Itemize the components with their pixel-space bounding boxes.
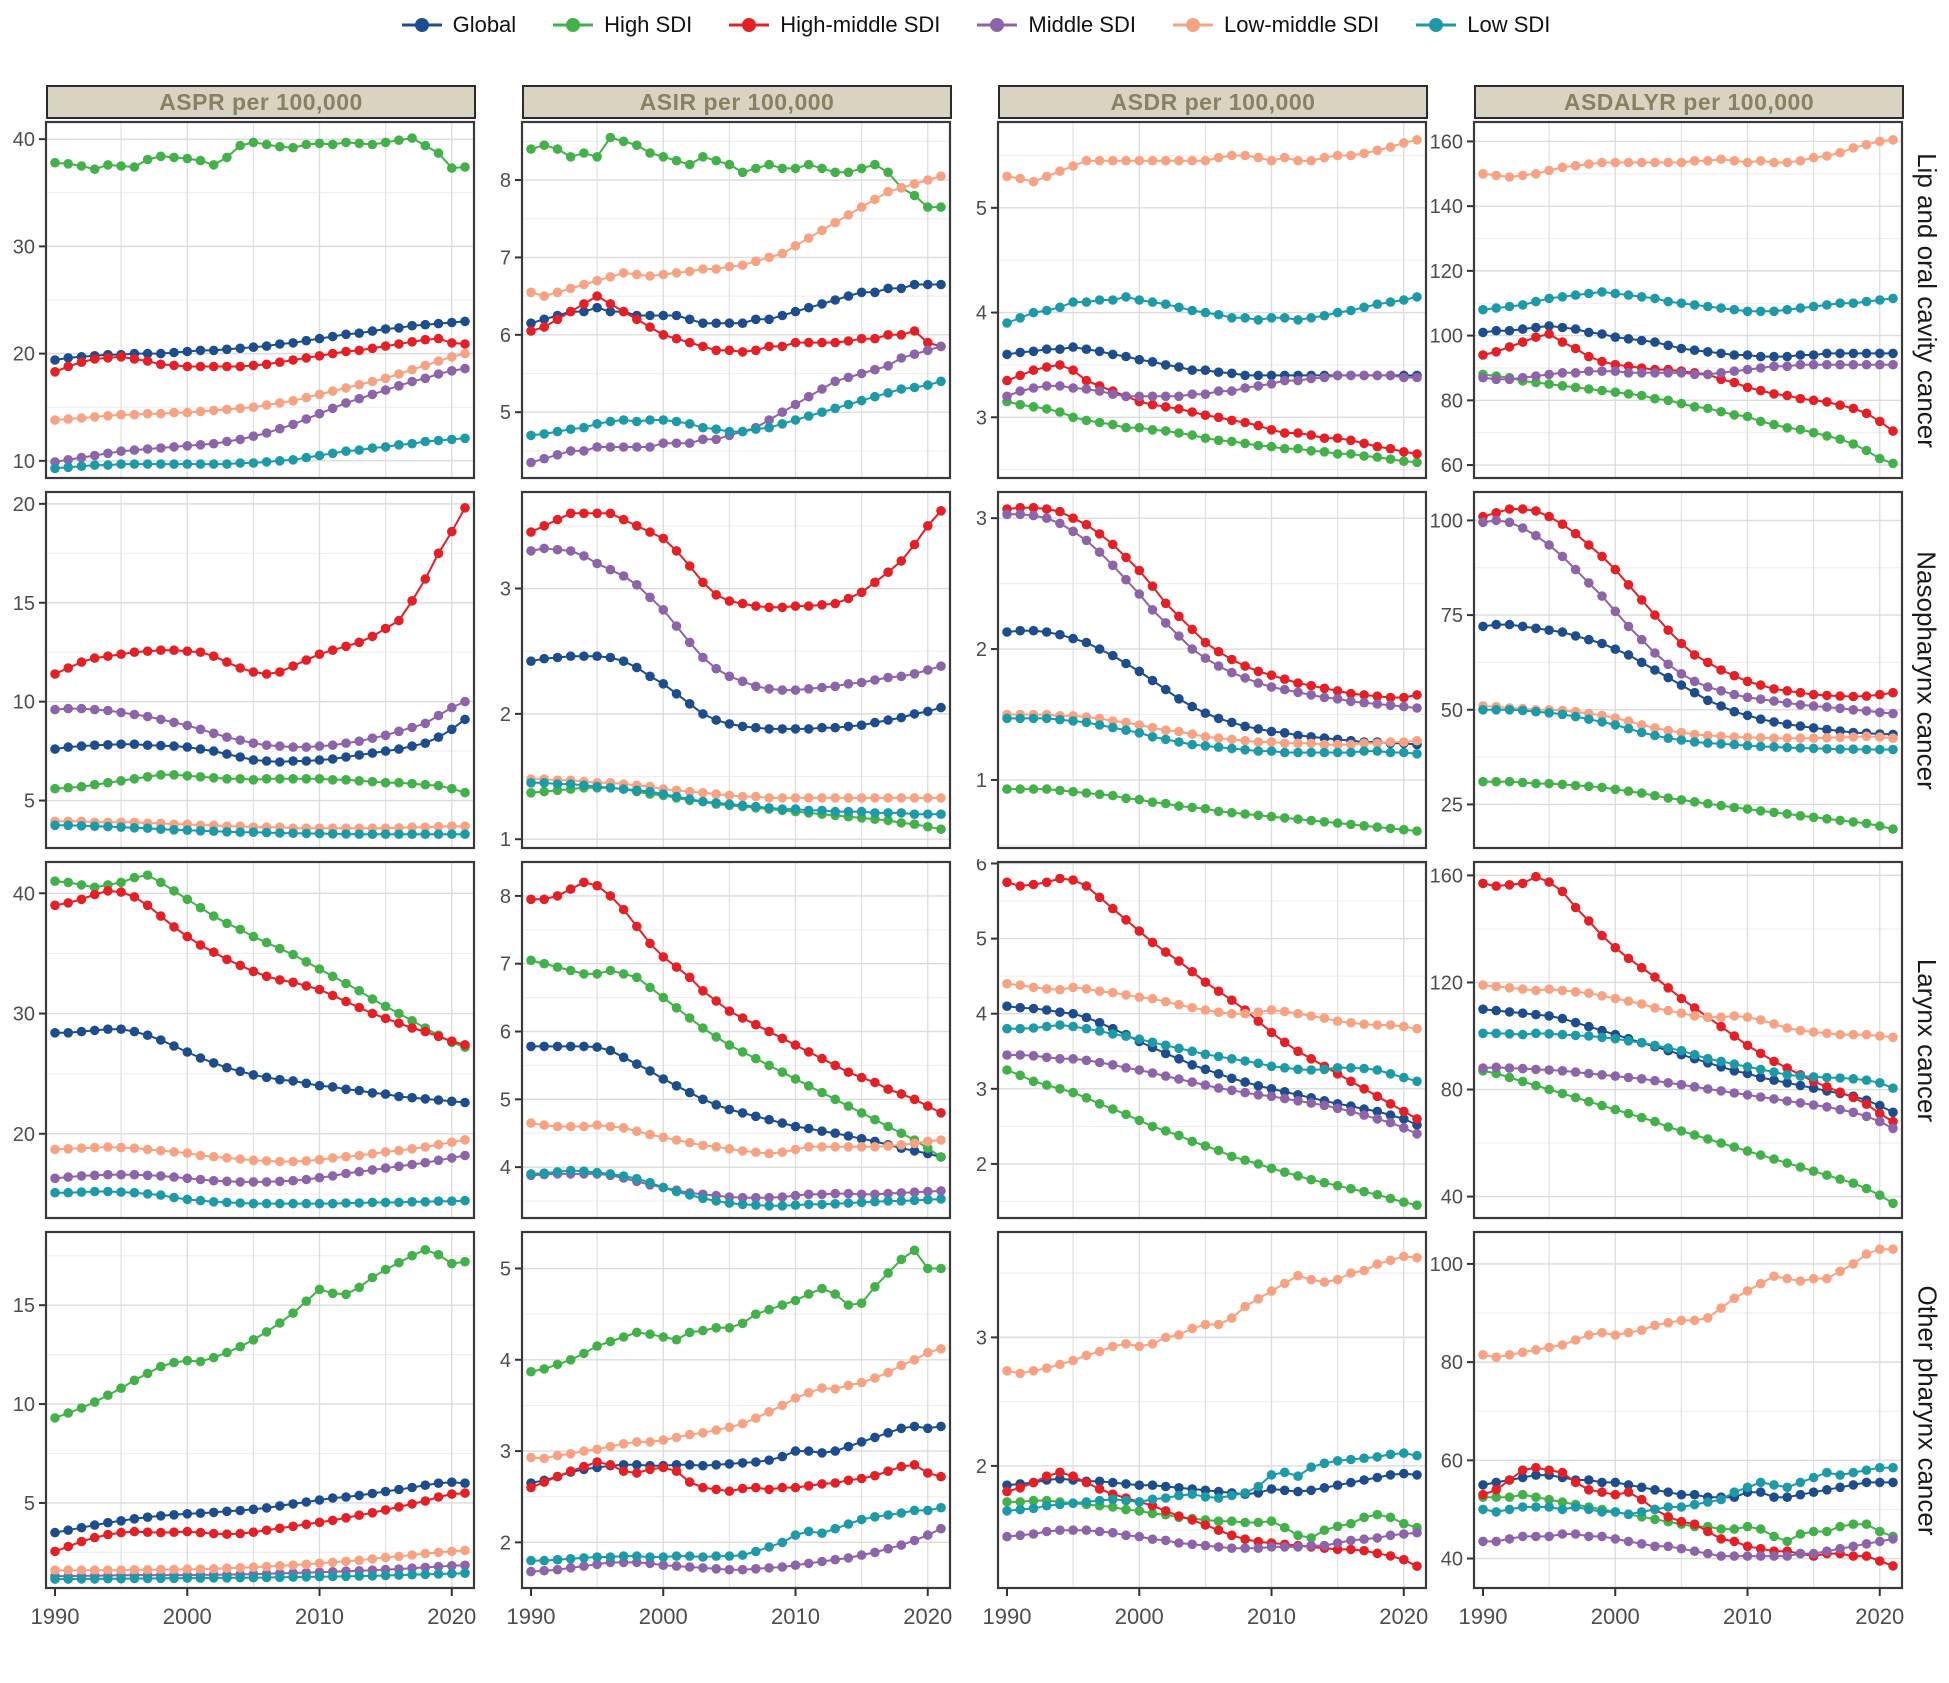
legend-marker-icon	[550, 15, 596, 35]
svg-text:6: 6	[499, 324, 511, 347]
svg-text:5: 5	[499, 402, 511, 425]
chart-panel-lip-and-oral-cavity-cancer-aspr	[0, 119, 478, 486]
svg-text:2010: 2010	[295, 1604, 344, 1629]
chart-panel-nasopharynx-cancer-asir	[476, 489, 954, 856]
legend-item-low-middle-sdi	[1170, 12, 1379, 38]
svg-text:2010: 2010	[1723, 1604, 1772, 1629]
svg-text:100: 100	[1429, 510, 1463, 533]
legend-marker-icon	[1413, 15, 1459, 35]
legend-label: Global	[452, 12, 517, 37]
svg-text:75: 75	[1440, 605, 1463, 628]
chart-panel-larynx-cancer-asir	[476, 859, 954, 1226]
row-label-lip-oral: Lip and oral cavity cancer	[1912, 152, 1943, 448]
svg-text:20: 20	[12, 493, 35, 516]
svg-text:1: 1	[975, 769, 987, 792]
chart-panel-larynx-cancer-aspr	[0, 859, 478, 1226]
svg-text:80: 80	[1440, 1352, 1463, 1375]
legend-label: Low SDI	[1467, 12, 1551, 37]
svg-text:3: 3	[499, 1441, 511, 1464]
svg-text:15: 15	[12, 1295, 35, 1318]
svg-text:4: 4	[499, 1157, 511, 1180]
svg-text:2010: 2010	[771, 1604, 820, 1629]
svg-text:2020: 2020	[1855, 1604, 1905, 1629]
legend-marker-icon	[399, 15, 445, 35]
svg-text:3: 3	[975, 1327, 987, 1350]
svg-text:6: 6	[975, 859, 987, 876]
column-header-aspr: ASPR per 100,000	[46, 85, 476, 119]
svg-text:4: 4	[499, 1349, 511, 1372]
svg-text:80: 80	[1440, 1079, 1463, 1102]
svg-text:60: 60	[1440, 455, 1463, 478]
svg-text:2000: 2000	[638, 1604, 688, 1629]
svg-text:40: 40	[1440, 1548, 1463, 1571]
svg-text:7: 7	[499, 247, 511, 270]
svg-text:20: 20	[12, 343, 35, 366]
svg-text:1990: 1990	[982, 1604, 1032, 1629]
chart-panel-larynx-cancer-asdalyr	[1428, 859, 1906, 1226]
svg-text:2010: 2010	[1247, 1604, 1296, 1629]
legend-item-high-sdi	[550, 12, 692, 38]
svg-text:7: 7	[499, 953, 511, 976]
svg-text:15: 15	[12, 592, 35, 615]
svg-text:100: 100	[1429, 325, 1463, 348]
svg-text:8: 8	[499, 170, 511, 193]
svg-text:80: 80	[1440, 390, 1463, 413]
svg-text:50: 50	[1440, 699, 1463, 722]
svg-text:60: 60	[1440, 1450, 1463, 1473]
svg-text:4: 4	[975, 302, 987, 325]
legend-item-global	[399, 12, 517, 38]
svg-text:2000: 2000	[1114, 1604, 1164, 1629]
chart-panel-other-pharynx-cancer-asir	[476, 1229, 954, 1642]
svg-text:2: 2	[499, 1532, 511, 1555]
svg-text:2000: 2000	[1590, 1604, 1640, 1629]
chart-panel-other-pharynx-cancer-aspr	[0, 1229, 478, 1642]
svg-text:20: 20	[12, 1123, 35, 1146]
legend-label: High SDI	[604, 12, 693, 37]
svg-text:40: 40	[1440, 1186, 1463, 1209]
chart-panel-nasopharynx-cancer-aspr	[0, 489, 478, 856]
svg-text:160: 160	[1429, 865, 1463, 888]
legend-label: Low-middle SDI	[1223, 12, 1380, 37]
svg-text:120: 120	[1429, 972, 1463, 995]
svg-text:1990: 1990	[1458, 1604, 1508, 1629]
chart-panel-other-pharynx-cancer-asdalyr	[1428, 1229, 1906, 1642]
svg-text:2: 2	[975, 1153, 987, 1176]
svg-text:10: 10	[12, 1394, 35, 1417]
svg-text:8: 8	[499, 885, 511, 908]
column-header-asir: ASIR per 100,000	[522, 85, 952, 119]
chart-panel-nasopharynx-cancer-asdalyr	[1428, 489, 1906, 856]
svg-text:5: 5	[499, 1089, 511, 1112]
chart-panel-lip-and-oral-cavity-cancer-asdalyr	[1428, 119, 1906, 486]
svg-text:140: 140	[1429, 196, 1463, 219]
svg-text:4: 4	[975, 1003, 987, 1026]
svg-text:3: 3	[975, 407, 987, 430]
legend-marker-icon	[1170, 15, 1216, 35]
legend-item-low-sdi	[1413, 12, 1550, 38]
svg-text:160: 160	[1429, 131, 1463, 154]
svg-text:2020: 2020	[427, 1604, 477, 1629]
chart-panel-lip-and-oral-cavity-cancer-asdr	[952, 119, 1430, 486]
svg-text:5: 5	[23, 1492, 35, 1515]
svg-text:1: 1	[499, 829, 511, 851]
svg-text:100: 100	[1429, 1253, 1463, 1276]
svg-text:5: 5	[499, 1258, 511, 1281]
svg-text:6: 6	[499, 1021, 511, 1044]
legend-marker-icon	[974, 15, 1020, 35]
svg-text:3: 3	[975, 508, 987, 531]
svg-text:40: 40	[12, 129, 35, 152]
svg-text:40: 40	[12, 883, 35, 906]
svg-text:2: 2	[499, 703, 511, 726]
column-header-asdr: ASDR per 100,000	[998, 85, 1428, 119]
svg-text:3: 3	[499, 578, 511, 601]
row-label-larynx: Larynx cancer	[1912, 958, 1942, 1122]
column-header-asdalyr: ASDALYR per 100,000	[1474, 85, 1904, 119]
chart-panel-nasopharynx-cancer-asdr	[952, 489, 1430, 856]
svg-text:120: 120	[1429, 260, 1463, 283]
svg-text:5: 5	[23, 790, 35, 813]
svg-text:1990: 1990	[30, 1604, 80, 1629]
svg-text:2020: 2020	[903, 1604, 953, 1629]
svg-text:1990: 1990	[506, 1604, 556, 1629]
svg-text:2: 2	[975, 639, 987, 662]
svg-text:5: 5	[975, 928, 987, 951]
row-label-other-pharynx: Other pharynx cancer	[1912, 1284, 1943, 1536]
chart-panel-lip-and-oral-cavity-cancer-asir	[476, 119, 954, 486]
chart-panel-other-pharynx-cancer-asdr	[952, 1229, 1430, 1642]
legend-item-middle-sdi	[974, 12, 1136, 38]
row-label-nasopharynx: Nasopharynx cancer	[1912, 550, 1942, 790]
legend-label: High-middle SDI	[780, 12, 941, 37]
svg-text:30: 30	[12, 1003, 35, 1026]
legend	[0, 4, 1949, 46]
svg-text:5: 5	[975, 197, 987, 220]
svg-text:25: 25	[1440, 794, 1463, 817]
legend-item-high-middle-sdi	[726, 12, 940, 38]
svg-text:3: 3	[975, 1078, 987, 1101]
svg-text:2000: 2000	[162, 1604, 212, 1629]
legend-label: Middle SDI	[1028, 12, 1136, 37]
svg-text:2020: 2020	[1379, 1604, 1429, 1629]
svg-text:10: 10	[12, 691, 35, 714]
svg-text:30: 30	[12, 236, 35, 259]
svg-text:10: 10	[12, 450, 35, 473]
chart-panel-larynx-cancer-asdr	[952, 859, 1430, 1226]
svg-text:2: 2	[975, 1455, 987, 1478]
legend-marker-icon	[726, 15, 772, 35]
